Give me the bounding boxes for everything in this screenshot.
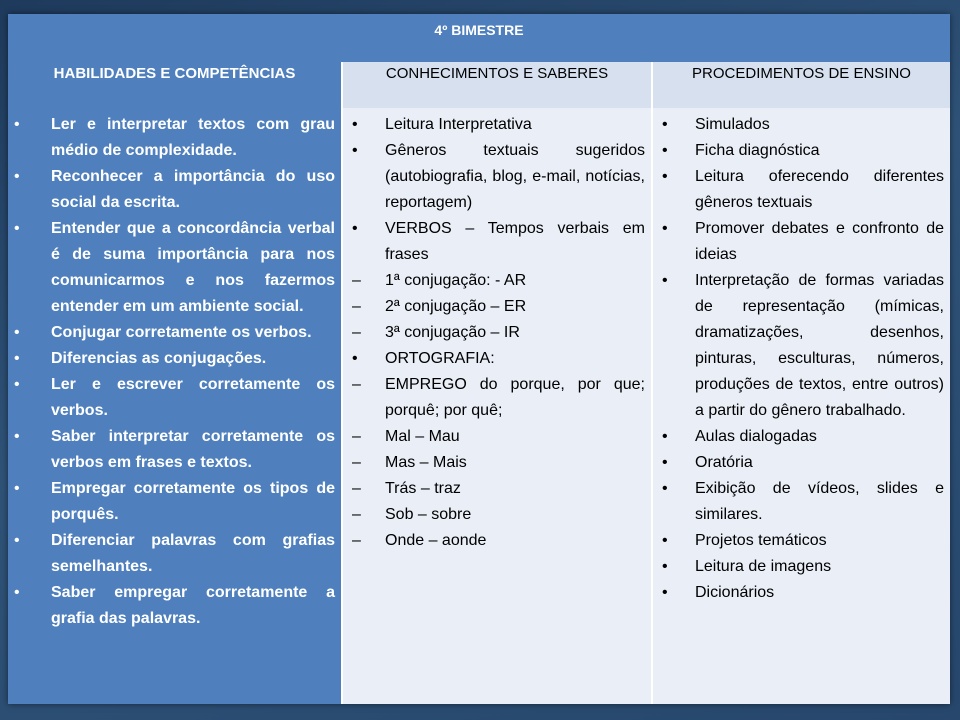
bullet-icon: • bbox=[352, 220, 358, 237]
bullet-icon: • bbox=[662, 584, 668, 601]
bullet-icon: • bbox=[14, 116, 20, 133]
bullet-icon: • bbox=[14, 350, 20, 367]
list-item-text: EMPREGO do porque, por que; porquê; por quê; bbox=[385, 376, 645, 419]
list-item bbox=[8, 164, 335, 216]
list-item-text: Conjugar corretamente os verbos. bbox=[51, 324, 312, 341]
bullet-icon: • bbox=[662, 142, 668, 159]
list-item bbox=[653, 424, 944, 450]
plan-table bbox=[8, 14, 950, 704]
list-item-text: Dicionários bbox=[695, 584, 775, 601]
list-item bbox=[653, 450, 944, 476]
conhecimentos-list bbox=[343, 112, 645, 554]
list-item bbox=[343, 450, 645, 476]
list-item bbox=[343, 216, 645, 268]
bullet-icon: • bbox=[14, 168, 20, 185]
list-item-text: Ler e escrever corretamente os verbos. bbox=[51, 376, 335, 419]
list-item bbox=[8, 372, 335, 424]
bullet-icon: • bbox=[352, 350, 358, 367]
list-item bbox=[8, 112, 335, 164]
list-item bbox=[343, 528, 645, 554]
bullet-icon: • bbox=[662, 272, 668, 289]
list-item bbox=[343, 112, 645, 138]
bullet-icon: • bbox=[662, 558, 668, 575]
list-item-text: 3ª conjugação – IR bbox=[385, 324, 520, 341]
dash-icon: – bbox=[352, 454, 361, 471]
bullet-icon: • bbox=[14, 376, 20, 393]
bullet-icon: • bbox=[14, 584, 20, 601]
list-item bbox=[653, 268, 944, 424]
list-item-text: Reconhecer a importância do uso social da escrita. bbox=[51, 168, 335, 211]
list-item-text: Trás – traz bbox=[385, 480, 461, 497]
list-item bbox=[653, 164, 944, 216]
list-item bbox=[653, 554, 944, 580]
list-item-text: Ficha diagnóstica bbox=[695, 142, 820, 159]
list-item-text: ORTOGRAFIA: bbox=[385, 350, 495, 367]
list-item bbox=[653, 138, 944, 164]
dash-icon: – bbox=[352, 428, 361, 445]
list-item bbox=[8, 528, 335, 580]
list-item-text: VERBOS – Tempos verbais em frases bbox=[385, 220, 645, 263]
list-item bbox=[8, 424, 335, 476]
list-item bbox=[8, 580, 335, 632]
list-item bbox=[653, 112, 944, 138]
list-item bbox=[343, 424, 645, 450]
list-item bbox=[343, 372, 645, 424]
list-item bbox=[343, 346, 645, 372]
list-item-text: Simulados bbox=[695, 116, 770, 133]
table-title: 4º BIMESTRE bbox=[8, 14, 950, 62]
header-habilidades: HABILIDADES E COMPETÊNCIAS bbox=[8, 62, 343, 108]
bullet-icon: • bbox=[662, 532, 668, 549]
list-item bbox=[653, 528, 944, 554]
header-row bbox=[8, 62, 950, 108]
list-item bbox=[343, 320, 645, 346]
list-item bbox=[8, 346, 335, 372]
dash-icon: – bbox=[352, 376, 361, 393]
list-item-text: 2ª conjugação – ER bbox=[385, 298, 527, 315]
bullet-icon: • bbox=[662, 220, 668, 237]
list-item bbox=[8, 476, 335, 528]
list-item bbox=[8, 216, 335, 320]
list-item-text: Diferencias as conjugações. bbox=[51, 350, 267, 367]
dash-icon: – bbox=[352, 324, 361, 341]
bullet-icon: • bbox=[662, 168, 668, 185]
list-item bbox=[343, 268, 645, 294]
bullet-icon: • bbox=[352, 116, 358, 133]
bullet-icon: • bbox=[352, 142, 358, 159]
list-item-text: Projetos temáticos bbox=[695, 532, 827, 549]
header-conhecimentos: CONHECIMENTOS E SABERES bbox=[343, 62, 653, 108]
dash-icon: – bbox=[352, 298, 361, 315]
list-item-text: 1ª conjugação: - AR bbox=[385, 272, 527, 289]
list-item-text: Saber empregar corretamente a grafia das palavras. bbox=[51, 584, 335, 627]
list-item-text: Oratória bbox=[695, 454, 753, 471]
list-item-text: Exibição de vídeos, slides e similares. bbox=[695, 480, 944, 523]
list-item-text: Interpretação de formas variadas de representação (mímicas, dramatizações, desenhos, pinturas, esculturas, números, produções de textos, entre outros) a partir do gênero trabalhado. bbox=[695, 272, 944, 419]
list-item-text: Ler e interpretar textos com grau médio de complexidade. bbox=[51, 116, 335, 159]
content-row bbox=[8, 108, 950, 704]
bullet-icon: • bbox=[14, 324, 20, 341]
list-item-text: Sob – sobre bbox=[385, 506, 472, 523]
list-item-text: Diferenciar palavras com grafias semelhantes. bbox=[51, 532, 335, 575]
list-item bbox=[343, 138, 645, 216]
list-item-text: Aulas dialogadas bbox=[695, 428, 817, 445]
list-item-text: Mas – Mais bbox=[385, 454, 467, 471]
list-item-text: Gêneros textuais sugeridos (autobiografia, blog, e-mail, notícias, reportagem) bbox=[385, 142, 645, 211]
list-item bbox=[8, 320, 335, 346]
list-item bbox=[343, 476, 645, 502]
list-item bbox=[653, 580, 944, 606]
bullet-icon: • bbox=[14, 428, 20, 445]
bullet-icon: • bbox=[662, 116, 668, 133]
list-item bbox=[343, 294, 645, 320]
bullet-icon: • bbox=[14, 480, 20, 497]
list-item bbox=[653, 476, 944, 528]
bullet-icon: • bbox=[662, 454, 668, 471]
dash-icon: – bbox=[352, 272, 361, 289]
list-item-text: Saber interpretar corretamente os verbos em frases e textos. bbox=[51, 428, 335, 471]
habilidades-cell bbox=[8, 108, 343, 704]
list-item-text: Onde – aonde bbox=[385, 532, 487, 549]
list-item-text: Promover debates e confronto de ideias bbox=[695, 220, 944, 263]
bullet-icon: • bbox=[662, 428, 668, 445]
dash-icon: – bbox=[352, 506, 361, 523]
list-item bbox=[653, 216, 944, 268]
habilidades-list bbox=[8, 112, 335, 632]
list-item-text: Mal – Mau bbox=[385, 428, 460, 445]
list-item-text: Entender que a concordância verbal é de suma importância para nos comunicarmos e nos fazermos entender em um ambiente social. bbox=[51, 220, 335, 315]
list-item-text: Leitura Interpretativa bbox=[385, 116, 532, 133]
bullet-icon: • bbox=[14, 532, 20, 549]
bullet-icon: • bbox=[662, 480, 668, 497]
list-item-text: Leitura oferecendo diferentes gêneros textuais bbox=[695, 168, 944, 211]
list-item-text: Empregar corretamente os tipos de porquês. bbox=[51, 480, 335, 523]
list-item-text: Leitura de imagens bbox=[695, 558, 832, 575]
list-item bbox=[343, 502, 645, 528]
procedimentos-cell bbox=[653, 108, 950, 704]
procedimentos-list bbox=[653, 112, 944, 606]
dash-icon: – bbox=[352, 480, 361, 497]
conhecimentos-cell bbox=[343, 108, 653, 704]
header-procedimentos: PROCEDIMENTOS DE ENSINO bbox=[653, 62, 950, 108]
bullet-icon: • bbox=[14, 220, 20, 237]
dash-icon: – bbox=[352, 532, 361, 549]
